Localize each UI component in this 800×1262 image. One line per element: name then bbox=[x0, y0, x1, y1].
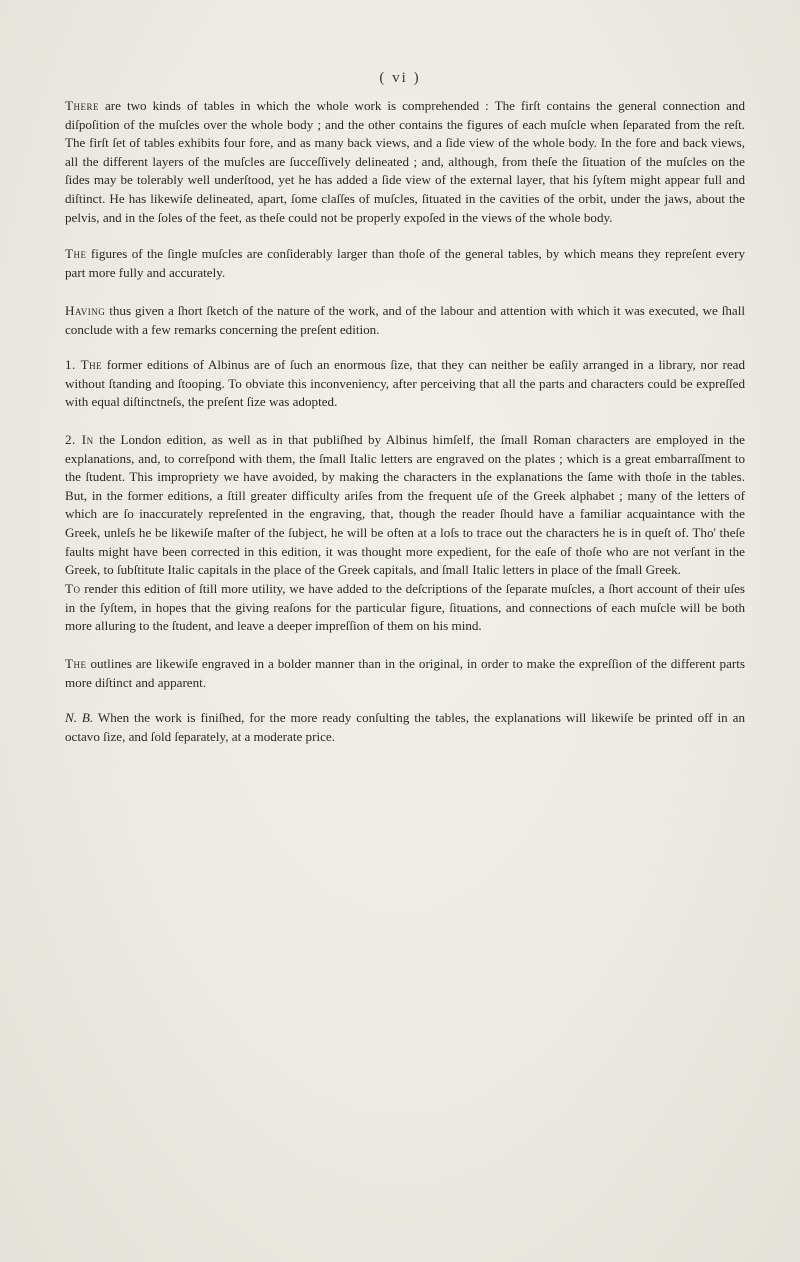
paragraph-remark-1-size bbox=[65, 356, 745, 412]
paragraph-lead-word: The bbox=[65, 656, 87, 671]
paragraph-lead-word: N. B. bbox=[65, 710, 94, 725]
paragraph-lead-word: To bbox=[65, 581, 81, 596]
paragraph-text: the London edition, as well as in that publiſhed by Albinus himſelf, the ſmall Roman characters are employed in the explanations, and, to correſpond with them, the ſmall Italic letters are engraved on the plates ; which is a great embarraſſment to the ſtudent. This impropriety we have avoided, by making the characters in the explanations the ſame with thoſe in the tables. But, in the former editions, a ſtill greater difficulty ariſes from the frequent uſe of the Greek alphabet ; many of the letters of which are ſo inaccurately repreſented in the engraving, that, though the reader ſhould have a familiar acquaintance with the Greek, unleſs he be likewiſe maſter of the ſubject, he will be often at a loſs to trace out the characters he is in queſt of. Tho' theſe faults might have been corrected in this edition, it was thought more expedient, for the eaſe of thoſe who are not verſant in the Greek, to ſubſtitute Italic capitals in the place of the Greek capitals, and ſmall Italic letters in place of the ſmall Greek. bbox=[65, 432, 745, 578]
paragraph-lead-word: There bbox=[65, 98, 99, 113]
paragraph-nota-bene bbox=[65, 709, 745, 746]
paragraph-text: outlines are likewiſe engraved in a bolder manner than in the original, in order to make the expreſſion of the different parts more diſtinct and apparent. bbox=[65, 656, 745, 690]
paragraph-remark-2-characters bbox=[65, 431, 745, 580]
paragraph-text: are two kinds of tables in which the whole work is comprehended : The firſt contains the general connection and diſpoſition of the muſcles over the whole body ; and the other contains the figures of each muſcle when ſeparated from the reſt. The firſt ſet of tables exhibits four fore, and as many back views, and a ſide view of the whole body. In the fore and back views, all the different layers of the muſcles are ſucceſſively delineated ; and, although, from theſe the ſituation of the muſcles on the ſides may be tolerably well underſtood, yet he has added a ſide view of the external layer, that his ſyſtem might appear full and diſtinct. He has likewiſe delineated, apart, ſome claſſes of muſcles, ſituated in the cavities of the orbit, under the jaws, about the pelvis, and in the ſoles of the feet, as theſe could not be properly expoſed in the views of the whole body. bbox=[65, 98, 745, 225]
paragraph-lead-word: 1. The bbox=[65, 357, 103, 372]
paragraph-text: figures of the ſingle muſcles are conſiderably larger than thoſe of the general tables, by which means they repreſent every part more fully and accurately. bbox=[65, 246, 745, 280]
paragraph-lead-word: 2. In bbox=[65, 432, 94, 447]
paragraph-text: render this edition of ſtill more utility, we have added to the deſcriptions of the ſeparate muſcles, a ſhort account of their uſes in the ſyſtem, in hopes that the giving reaſons for the particular figure, ſituations, and connections of each muſcle will be both more alluring to the ſtudent, and leave a deeper impreſſion of them on his mind. bbox=[65, 581, 745, 634]
paragraph-text: When the work is finiſhed, for the more ready conſulting the tables, the explanations will likewiſe be printed off in an octavo ſize, and ſold ſeparately, at a moderate price. bbox=[65, 710, 745, 744]
paragraph-outlines bbox=[65, 655, 745, 692]
page-number-header: ( vi ) bbox=[379, 70, 421, 86]
paragraph-having-given bbox=[65, 302, 745, 339]
paragraph-text: former editions of Albinus are of ſuch an enormous ſize, that they can neither be eaſily arranged in a library, nor read without ſtanding and ſtooping. To obviate this inconveniency, after perceiving that all the parts and characters could be expreſſed with equal diſtinctneſs, the preſent ſize was adopted. bbox=[65, 357, 745, 410]
paragraph-single-muscles bbox=[65, 245, 745, 282]
paragraph-lead-word: The bbox=[65, 246, 87, 261]
paragraph-text: thus given a ſhort ſketch of the nature of the work, and of the labour and attention with which it was executed, we ſhall conclude with a few remarks concerning the preſent edition. bbox=[65, 303, 745, 337]
paragraph-tables-description bbox=[65, 97, 745, 227]
paragraph-utility bbox=[65, 580, 745, 636]
paragraph-lead-word: Having bbox=[65, 303, 106, 318]
